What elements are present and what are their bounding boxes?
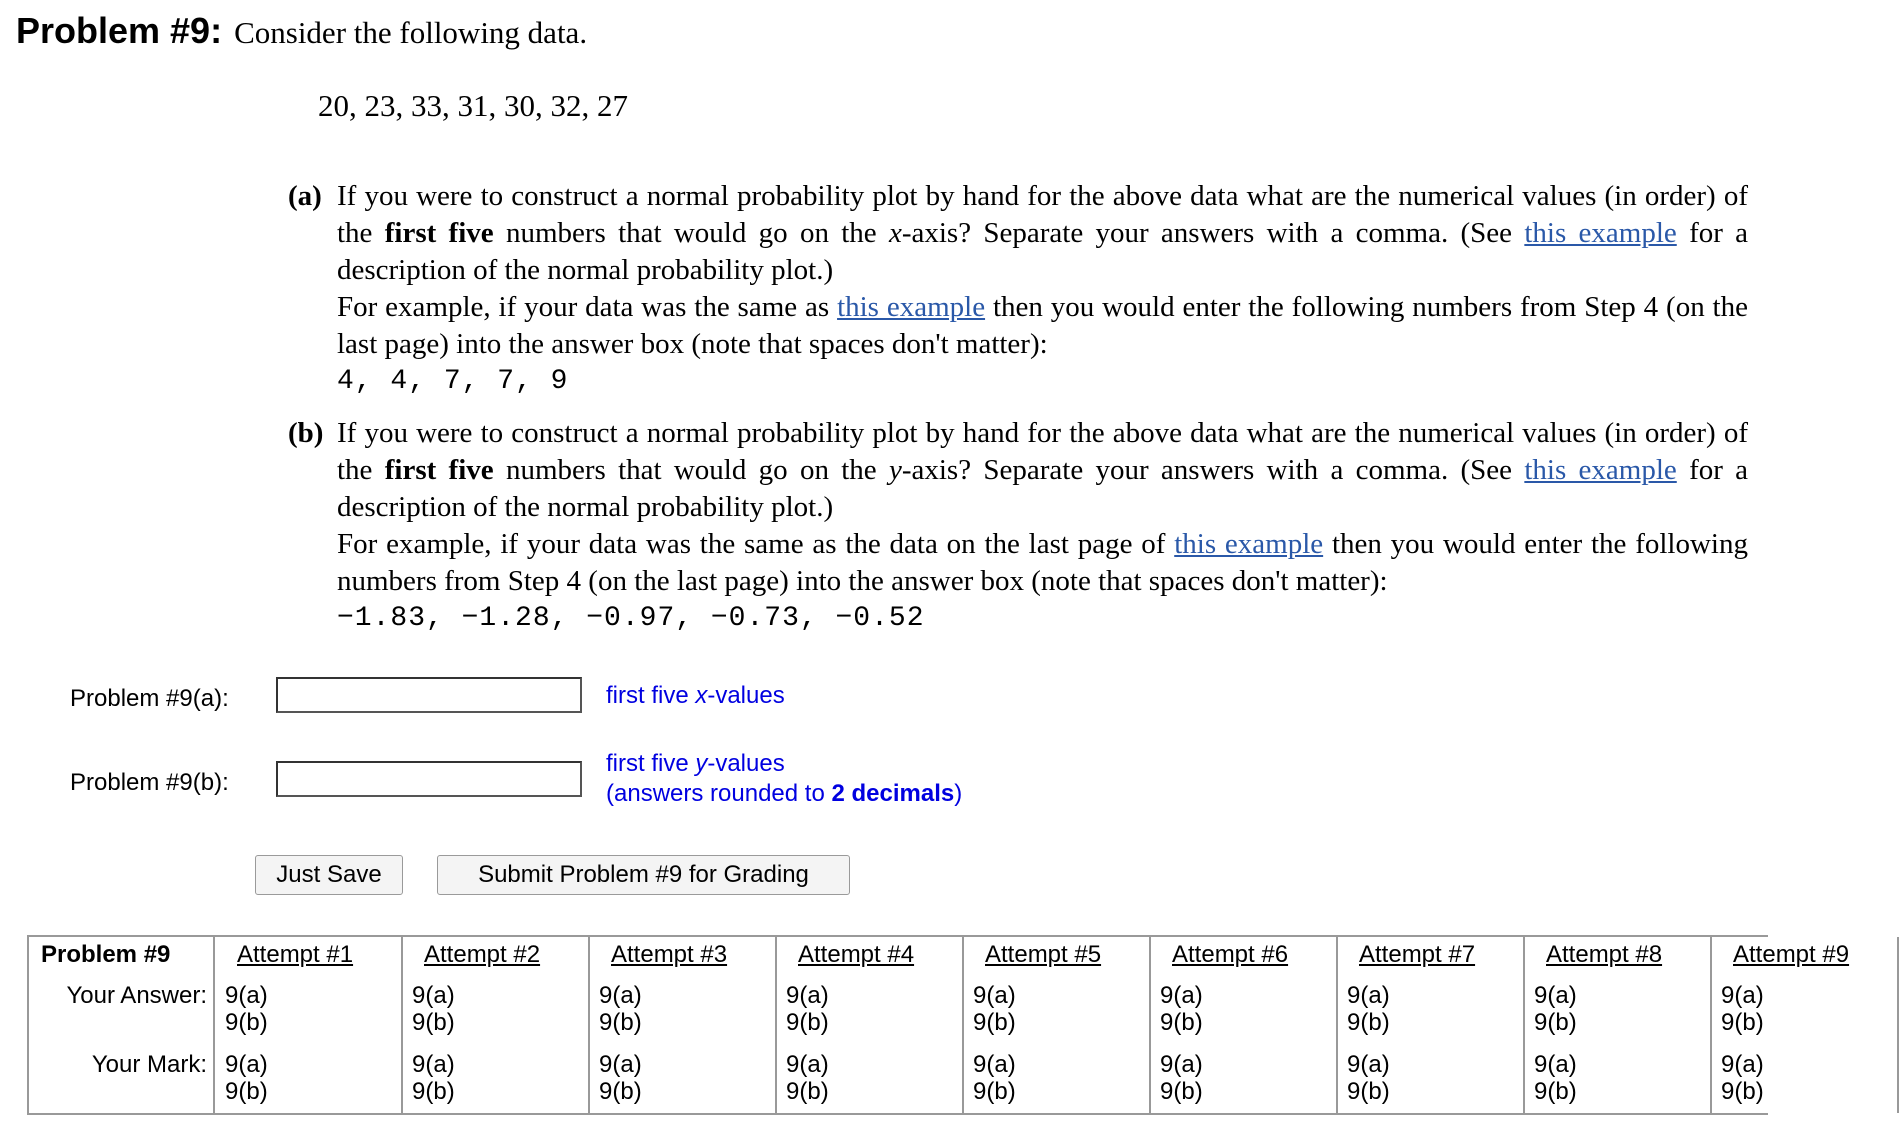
- attempt-answer-cell: [599, 982, 642, 1036]
- part-b-example-text-1: For example, if your data was the same as the data on the last page of: [337, 528, 1166, 560]
- attempt-header-link[interactable]: Attempt #9: [1733, 941, 1850, 968]
- attempt-mark-a: 9(a): [1160, 1051, 1203, 1078]
- part-b-text-2: numbers that would go on the: [505, 454, 877, 486]
- answer-b-hint-post: -values: [707, 750, 785, 777]
- problem-header: [16, 10, 587, 52]
- attempt-answer-a: 9(a): [786, 982, 829, 1009]
- attempt-mark-b: 9(b): [1534, 1078, 1577, 1105]
- just-save-button[interactable]: Just Save: [255, 855, 403, 895]
- data-values: 20, 23, 33, 31, 30, 32, 27: [318, 88, 628, 123]
- attempt-answer-a: 9(a): [412, 982, 455, 1009]
- attempt-mark-cell: [786, 1051, 829, 1105]
- attempt-answer-a: 9(a): [1721, 982, 1764, 1009]
- answer-b-hint2-bold: 2 decimals: [831, 780, 955, 807]
- attempt-mark-cell: [412, 1051, 455, 1105]
- attempt-mark-b: 9(b): [973, 1078, 1016, 1105]
- answer-b-hint-var: y: [695, 750, 708, 777]
- attempt-column: [1337, 937, 1525, 1113]
- part-a-axis-var: x: [888, 217, 902, 249]
- attempt-mark-cell: [1534, 1051, 1577, 1105]
- attempt-answer-cell: [973, 982, 1016, 1036]
- attempt-mark-b: 9(b): [1721, 1078, 1764, 1105]
- attempt-answer-cell: [412, 982, 455, 1036]
- answer-a-input[interactable]: [276, 677, 582, 713]
- attempt-mark-b: 9(b): [225, 1078, 268, 1105]
- attempt-answer-b: 9(b): [1347, 1009, 1390, 1036]
- submit-grading-button[interactable]: Submit Problem #9 for Grading: [437, 855, 850, 895]
- attempts-table-header: Problem #9: [41, 941, 171, 968]
- attempt-answer-b: 9(b): [973, 1009, 1016, 1036]
- part-a-text-2: numbers that would go on the: [505, 217, 877, 249]
- part-b-text-4: for a description of the normal probability plot.): [337, 454, 1749, 523]
- attempt-answer-cell: [786, 982, 829, 1036]
- attempt-column: [215, 937, 403, 1113]
- attempt-answer-a: 9(a): [1160, 982, 1203, 1009]
- attempt-answer-b: 9(b): [1721, 1009, 1764, 1036]
- attempt-answer-a: 9(a): [1347, 982, 1390, 1009]
- attempt-column: [963, 937, 1151, 1113]
- part-a-text-4: for a description of the normal probability plot.): [337, 217, 1749, 286]
- attempt-mark-cell: [973, 1051, 1016, 1105]
- part-a-example-text-2: then you would enter the following numbers from Step 4 (on the last page) into the answer box (note that spaces don't matter):: [337, 291, 1748, 360]
- attempt-header-link[interactable]: Attempt #6: [1172, 941, 1289, 968]
- part-b-question: [288, 415, 1748, 637]
- answer-b-hint2-pre: (answers rounded to: [606, 780, 832, 807]
- attempt-answer-b: 9(b): [412, 1009, 455, 1036]
- your-answer-label: Your Answer:: [66, 982, 207, 1009]
- attempt-answer-b: 9(b): [1160, 1009, 1203, 1036]
- attempt-mark-b: 9(b): [1160, 1078, 1203, 1105]
- attempt-mark-a: 9(a): [1347, 1051, 1390, 1078]
- attempt-mark-a: 9(a): [973, 1051, 1016, 1078]
- attempt-answer-a: 9(a): [225, 982, 268, 1009]
- your-mark-label: Your Mark:: [91, 1051, 207, 1078]
- attempt-answer-a: 9(a): [1534, 982, 1577, 1009]
- attempt-column: [1150, 937, 1338, 1113]
- attempt-header-link[interactable]: Attempt #7: [1359, 941, 1476, 968]
- part-b-text-3: -axis? Separate your answers with a comma. (See: [901, 454, 1513, 486]
- attempt-mark-cell: [1721, 1051, 1764, 1105]
- problem-title: Problem #9:: [16, 10, 223, 51]
- attempts-table: [27, 935, 1850, 1115]
- answer-a-label: Problem #9(a):: [70, 685, 229, 712]
- part-b-label: (b): [288, 417, 324, 449]
- part-a-text-3: -axis? Separate your answers with a comma. (See: [901, 217, 1513, 249]
- part-b-example-link-1[interactable]: this example: [1524, 454, 1677, 486]
- attempt-header-link[interactable]: Attempt #5: [985, 941, 1102, 968]
- attempt-header-link[interactable]: Attempt #1: [237, 941, 354, 968]
- part-b-axis-var: y: [888, 454, 902, 486]
- part-b-example-link-2[interactable]: this example: [1174, 528, 1324, 560]
- attempt-answer-b: 9(b): [225, 1009, 268, 1036]
- attempt-answer-cell: [1721, 982, 1764, 1036]
- attempt-answer-a: 9(a): [973, 982, 1016, 1009]
- part-b-bold: first five: [384, 454, 494, 486]
- answer-b-hint-pre: first five: [606, 750, 696, 777]
- answer-b-hint: [606, 749, 962, 809]
- attempts-row-headers: [29, 937, 215, 1113]
- attempt-answer-b: 9(b): [599, 1009, 642, 1036]
- attempt-mark-a: 9(a): [1721, 1051, 1764, 1078]
- answer-a-hint-pre: first five: [606, 682, 696, 709]
- attempt-mark-b: 9(b): [599, 1078, 642, 1105]
- attempt-mark-a: 9(a): [599, 1051, 642, 1078]
- answer-b-input[interactable]: [276, 761, 582, 797]
- attempt-mark-a: 9(a): [786, 1051, 829, 1078]
- attempt-mark-cell: [599, 1051, 642, 1105]
- attempt-column: [1524, 937, 1712, 1113]
- attempt-header-link[interactable]: Attempt #2: [424, 941, 541, 968]
- part-b-example-values: −1.83, −1.28, −0.97, −0.73, −0.52: [337, 603, 925, 634]
- attempt-mark-cell: [1160, 1051, 1203, 1105]
- attempt-header-link[interactable]: Attempt #8: [1546, 941, 1663, 968]
- attempt-answer-cell: [225, 982, 268, 1036]
- attempt-header-link[interactable]: Attempt #4: [798, 941, 915, 968]
- part-b-example-text-2: then you would enter the following numbers from Step 4 (on the last page) into the answer box (note that spaces don't matter):: [337, 528, 1748, 597]
- attempt-mark-b: 9(b): [786, 1078, 829, 1105]
- attempt-mark-cell: [225, 1051, 268, 1105]
- attempt-header-link[interactable]: Attempt #3: [611, 941, 728, 968]
- part-a-label: (a): [288, 180, 322, 212]
- attempt-answer-cell: [1347, 982, 1390, 1036]
- attempt-mark-b: 9(b): [1347, 1078, 1390, 1105]
- answer-a-hint-var: x: [695, 682, 708, 709]
- part-a-example-values: 4, 4, 7, 7, 9: [337, 366, 569, 397]
- attempt-answer-a: 9(a): [599, 982, 642, 1009]
- part-b-text-1: If you were to construct a normal probability plot by hand for the above data what are the numerical values (in order) of the: [337, 417, 1748, 486]
- part-a-question: [288, 178, 1748, 400]
- answer-a-hint: [606, 681, 785, 711]
- attempt-answer-b: 9(b): [786, 1009, 829, 1036]
- attempt-column: [776, 937, 964, 1113]
- problem-intro: Consider the following data.: [234, 15, 588, 50]
- attempt-mark-a: 9(a): [1534, 1051, 1577, 1078]
- part-a-text-1: If you were to construct a normal probability plot by hand for the above data what are the numerical values (in order) of the: [337, 180, 1748, 249]
- attempt-mark-b: 9(b): [412, 1078, 455, 1105]
- part-a-example-link-1[interactable]: this example: [1524, 217, 1677, 249]
- part-a-example-link-2[interactable]: this example: [837, 291, 986, 323]
- attempt-mark-cell: [1347, 1051, 1390, 1105]
- part-a-example-text-1: For example, if your data was the same as: [337, 291, 830, 323]
- attempt-answer-cell: [1534, 982, 1577, 1036]
- answer-b-label: Problem #9(b):: [70, 769, 229, 796]
- attempt-column: [589, 937, 777, 1113]
- answer-b-hint2-post: ): [954, 780, 963, 807]
- attempt-column: [1711, 937, 1899, 1113]
- answer-a-hint-post: -values: [707, 682, 785, 709]
- part-a-bold: first five: [384, 217, 494, 249]
- attempt-mark-a: 9(a): [225, 1051, 268, 1078]
- attempt-answer-cell: [1160, 982, 1203, 1036]
- attempt-mark-a: 9(a): [412, 1051, 455, 1078]
- attempt-answer-b: 9(b): [1534, 1009, 1577, 1036]
- attempt-column: [402, 937, 590, 1113]
